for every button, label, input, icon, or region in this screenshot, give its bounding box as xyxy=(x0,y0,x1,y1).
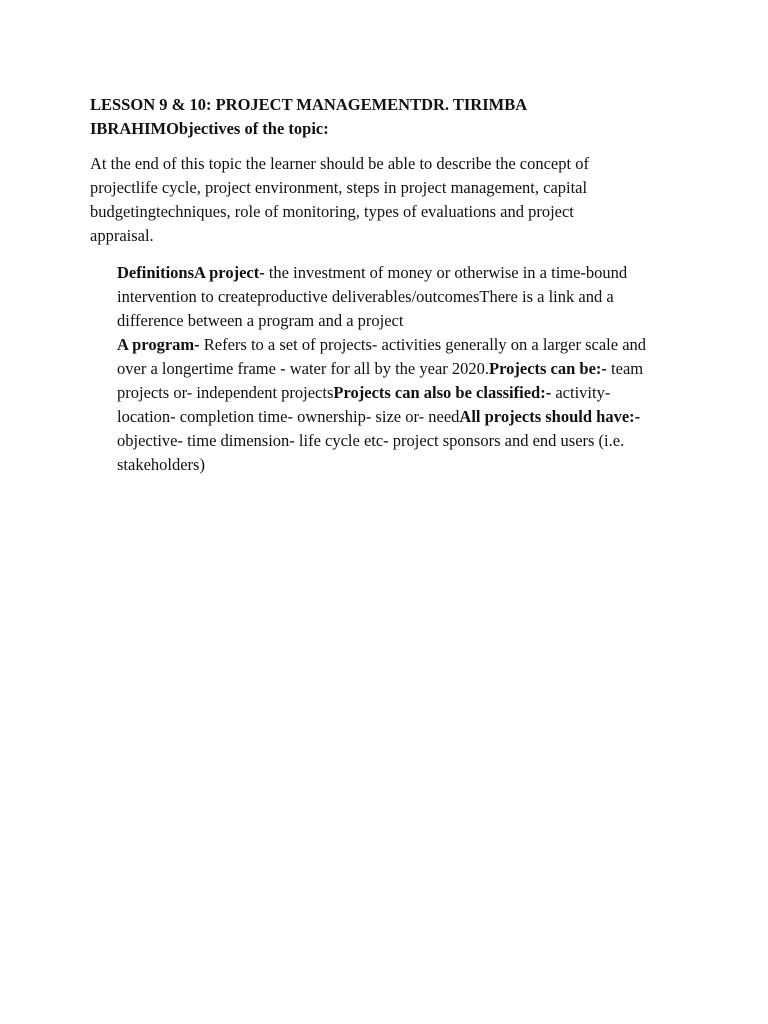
lesson-heading-line-1: LESSON 9 & 10: PROJECT MANAGEMENTDR. TIRIMBA xyxy=(90,95,528,114)
projects-can-be-label: Projects can be:- xyxy=(489,359,607,378)
projects-should-have-text: objective- time dimension- life cycle etc- project sponsors and end users (i.e. stakeholders) xyxy=(117,431,625,474)
lesson-heading xyxy=(90,93,650,141)
projects-can-be-text: team projects or- independent projects xyxy=(117,359,644,402)
definitions-label: DefinitionsA project- xyxy=(117,263,265,282)
program-definition-paragraph xyxy=(117,333,672,477)
program-label: A program- xyxy=(117,335,200,354)
objectives-paragraph: At the end of this topic the learner should be able to describe the concept of projectlife cycle, project environment, steps in project management, capital budgetingtechniques, role of monitoring, types of evaluations and project appraisal. xyxy=(90,154,589,245)
program-definition-text: Refers to a set of projects- activities generally on a larger scale and over a longertime frame - water for all by the year 2020. xyxy=(117,335,647,378)
projects-should-have-label: All projects should have:- xyxy=(459,407,641,426)
project-definition-paragraph xyxy=(117,261,672,333)
projects-classified-label: Projects can also be classified:- xyxy=(333,383,552,402)
definitions-block xyxy=(117,261,672,477)
lesson-heading-line-2: IBRAHIMObjectives of the topic: xyxy=(90,119,329,138)
project-definition-text: the investment of money or otherwise in a time-bound intervention to createproductive deliverables/outcomesThere is a link and a difference between a program and a project xyxy=(117,263,628,330)
projects-classified-text: activity- location- completion time- ownership- size or- need xyxy=(117,383,611,426)
